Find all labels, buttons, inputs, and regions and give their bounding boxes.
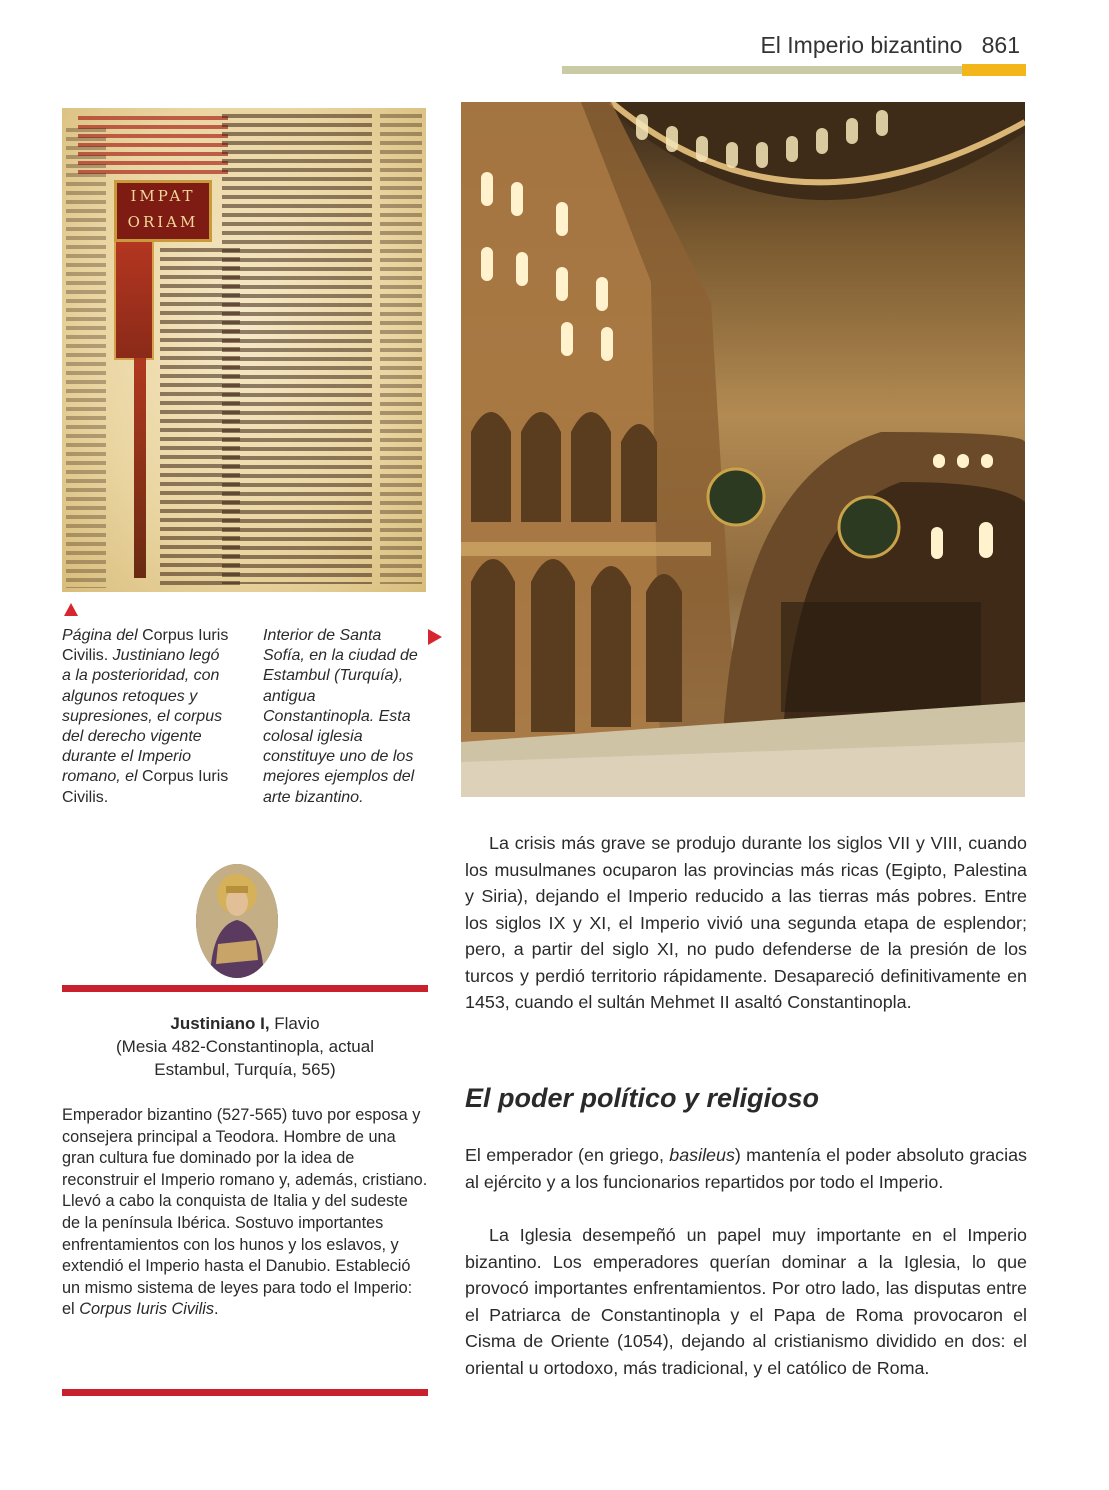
corpus-iuris-manuscript-image bbox=[62, 108, 426, 592]
emperor-paragraph bbox=[465, 1142, 1027, 1195]
paragraph-text: La Iglesia desempeñó un papel muy importante en el Imperio bizantino. Los emperadores querían dominar a la Iglesia, lo que provocó importantes enfrentamientos. Por otro lado, las disputas entre el Patriarca de Constantinopla y el Papa de Roma provocaron el Cisma de Oriente (1054), dejando al cristianismo dividido en dos: el oriental u ortodoxo, más tradicional, y el católico de Roma. bbox=[465, 1225, 1027, 1378]
page-number: 861 bbox=[981, 32, 1020, 58]
manuscript-caption bbox=[62, 626, 232, 808]
hagia-sophia-caption: Interior de Santa Sofía, en la ciudad de Estambul (Turquía), antigua Constantinopla. Esta colosal iglesia constituye uno de los mejores ejemplos del arte bizantino. bbox=[263, 627, 418, 806]
biography-text: Emperador bizantino (527-565) tuvo por esposa y consejera principal a Teodora. Hombre de una gran cultura fue dominado por la idea de reconstruir el Imperio romano y, además, cristiano. Llevó a cabo la conquista de Italia y del sudeste de la península Ibérica. Sostuvo importantes enfrentamientos con los hunos y los eslavos, y extendió el Imperio hasta el Danubio. Estableció un mismo sistema de leyes para todo el Imperio: el bbox=[62, 1106, 428, 1319]
caption-text: Corpus Iuris Civilis. bbox=[62, 768, 229, 806]
manuscript-marginal-notes bbox=[380, 114, 422, 584]
manuscript-text-column bbox=[222, 114, 372, 584]
paragraph-text: ) mantenía el poder absoluto gracias al ejército y a los funcionarios repartidos por todo el Imperio. bbox=[465, 1145, 1028, 1192]
biography-text: . bbox=[214, 1300, 219, 1319]
header-rule bbox=[562, 66, 962, 74]
caption-text: Corpus Iuris Civilis. bbox=[62, 627, 229, 665]
illuminated-stem bbox=[134, 358, 146, 578]
inscription-line: IMPAT bbox=[130, 187, 196, 205]
church-paragraph bbox=[465, 1222, 1027, 1381]
justinian-portrait-illustration bbox=[196, 864, 278, 978]
caption-pointer-right-icon bbox=[428, 629, 442, 645]
biography-body bbox=[62, 1105, 428, 1321]
biography-bottom-rule bbox=[62, 1389, 428, 1396]
illuminated-inscription bbox=[114, 180, 212, 242]
manuscript-marginal-notes bbox=[66, 128, 106, 588]
caption-text: Página del bbox=[62, 627, 143, 644]
paragraph-text-italic: basileus bbox=[669, 1145, 735, 1165]
caption-pointer-up-icon bbox=[64, 603, 78, 616]
caption-text: Justiniano legó a la posterioridad, con algunos retoques y supresiones, el corpus del derecho vigente durante el Imperio romano, el bbox=[62, 647, 223, 786]
paragraph-text: La crisis más grave se produjo durante los siglos VII y VIII, cuando los musulmanes ocuparon las provincias más ricas (Egipto, Palestina y Siria), dejando el Imperio reducido a las tierras más pobres. Entre los siglos IX y XI, el Imperio vivió una segunda etapa de esplendor; pero, a partir del siglo XI, no pudo defenderse de la presión de los turcos y perdió territorio rápidamente. Desapareció definitivamente en 1453, cuando el sultán Mehmet II asaltó Constantinopla. bbox=[465, 833, 1027, 1012]
hagia-sophia-interior-image bbox=[461, 102, 1025, 797]
section-title: El poder político y religioso bbox=[465, 1083, 820, 1113]
chapter-title: El Imperio bizantino bbox=[760, 32, 963, 58]
crisis-paragraph bbox=[465, 830, 1027, 1016]
biography-origin: (Mesia 482-Constantinopla, actual Estambul, Turquía, 565) bbox=[116, 1037, 374, 1079]
justinian-portrait-image bbox=[196, 864, 278, 978]
biography-top-rule bbox=[62, 985, 428, 992]
biography-name-rest: Flavio bbox=[269, 1014, 320, 1033]
biography-name: Justiniano I, bbox=[170, 1014, 270, 1033]
running-header bbox=[640, 32, 1020, 59]
biography-text-italic: Corpus Iuris Civilis bbox=[79, 1300, 215, 1319]
header-accent bbox=[962, 64, 1026, 76]
hagia-sophia-illustration bbox=[461, 102, 1025, 797]
biography-heading bbox=[62, 1012, 428, 1081]
inscription-line: ORIAM bbox=[127, 213, 199, 231]
paragraph-text: El emperador (en griego, bbox=[465, 1145, 670, 1165]
